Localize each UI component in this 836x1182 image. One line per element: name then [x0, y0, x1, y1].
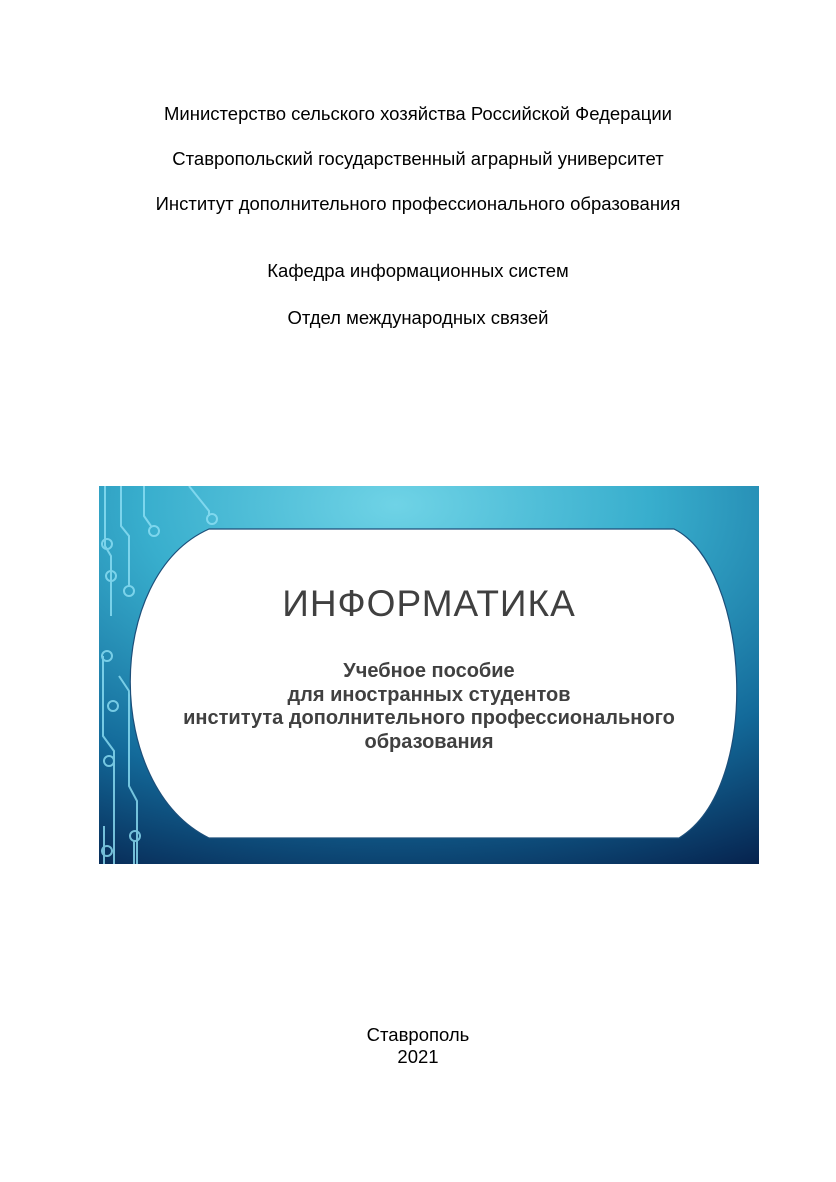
ministry-line: Министерство сельского хозяйства Российской Федерации: [163, 103, 673, 124]
department-line: Кафедра информационных систем: [267, 260, 569, 281]
subtitle-line: для иностранных студентов: [287, 683, 571, 706]
book-title: ИНФОРМАТИКА: [282, 583, 576, 624]
year: 2021: [397, 1046, 439, 1067]
institute-line: Институт дополнительного профессионального образования: [155, 193, 681, 214]
office-line: Отдел международных связей: [287, 307, 549, 328]
cover-banner: [99, 486, 759, 864]
university-line: Ставропольский государственный аграрный университет: [172, 148, 664, 169]
subtitle-line: Учебное пособие: [343, 660, 515, 682]
book-subtitle: [99, 660, 759, 754]
city: Ставрополь: [366, 1024, 470, 1045]
subtitle-line: образования: [364, 730, 494, 753]
subtitle-line: института дополнительного профессионального: [183, 707, 675, 729]
